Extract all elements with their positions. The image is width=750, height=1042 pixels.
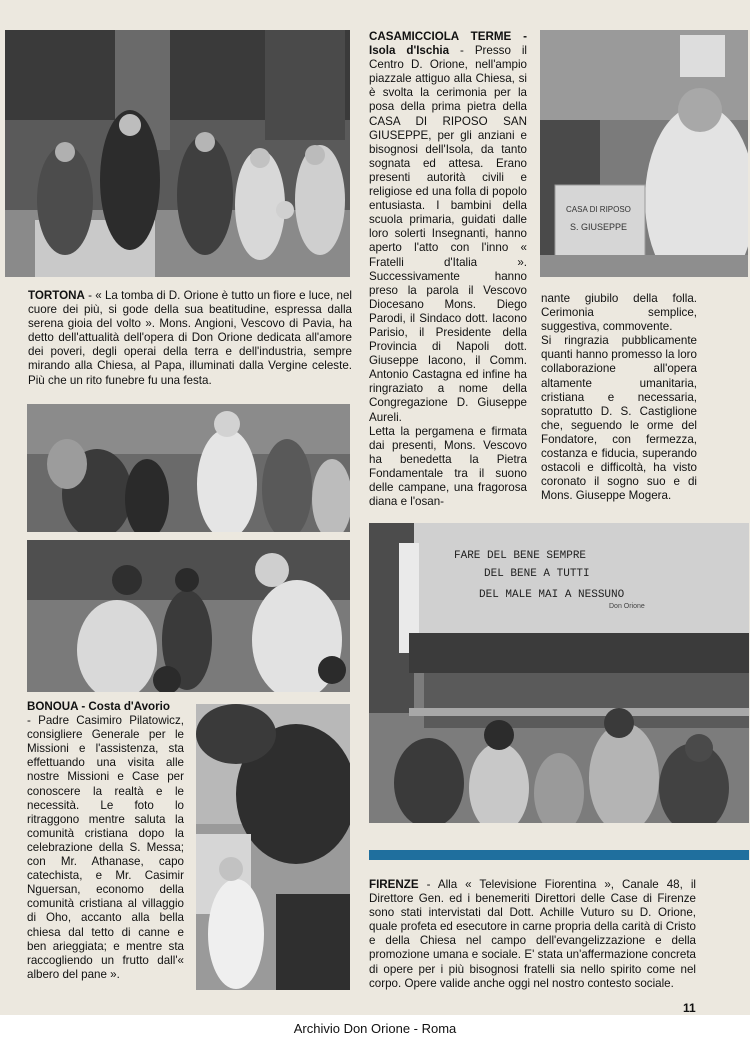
- tortona-place: TORTONA: [28, 289, 85, 302]
- tortona-body: - « La tomba di D. Orione è tutto un fiore e luce, nel cuore dei più, si gode della sua beatitudine, espressa dalla serena gioia del volto ». Mons. Angioni, Vescovo di Pavia, ha detto dell'attualità dell'opera di Don Orione dedicata all'amore dei poveri, degli operai della terra e dell'industria, sempre mirando alla Chiesa, al Papa, illuminati dalla Vergine celeste. Più che un rito funebre fu una festa.: [28, 289, 352, 387]
- firenze-place: FIRENZE: [369, 878, 419, 891]
- casamicciola-article-col1: [369, 30, 527, 509]
- firenze-body: - Alla « Televisione Fiorentina », Canale 48, il Direttore Gen. ed i benemeriti Direttori delle Case di Firenze sono stati intervistati dal Dott. Achille Vuturo su D. Orione, quale profeta ed esecutore in carne propria della carità di Cristo e della Chiesa nel campo dell'evangelizzazione e della promozione umana e sociale. E' stata un'affermazione concreta di opere per i più bisognosi fratelli sia nello spirito come nel corpo. Opere valide anche oggi nel nostro contesto sociale.: [369, 878, 696, 990]
- casamicciola-article-col2: [541, 292, 697, 503]
- casamicciola-col1b-text: Letta la pergamena e firmata dai presenti, Mons. Vescovo ha benedetta la Pietra Fondamentale tra il suono delle campane, una fragorosa diana e l'osan-: [369, 424, 527, 509]
- banner-sign: Don Orione: [609, 603, 645, 610]
- bonoua-place: BONOUA - Costa d'Avorio: [27, 700, 170, 713]
- banner-line1: FARE DEL BENE SEMPRE: [454, 550, 587, 562]
- tortona-article: [28, 289, 352, 388]
- firenze-article: [369, 878, 696, 991]
- casamicciola-place: CASAMICCIOLA TERME - Isola d'Ischia: [369, 30, 527, 58]
- casamicciola-col1-text: - Presso il Centro D. Orione, nell'ampio piazzale attiguo alla Chiesa, si è svolta la cerimonia per la posa della prima pietra della CASA DI RIPOSO SAN GIUSEPPE, per gli anziani e bisognosi dell'Isola, da tanto sognata ed attesa. Erano presenti autorità civili e religiose ed una folla di popolo entusiasta. I bambini della scuola primaria, guidati dalle loro solerti Insegnanti, hanno aperto l'atto con l'inno « Fratelli d'Italia ». Successivamente hanno preso la parola il Vescovo Diocesano Mons. Diego Parodi, il Sindaco dott. Iacono Parisio, il Presidente della Provincia di Napoli dott. Giuseppe Iacono, il Comm. Antonio Castagna ed infine ha ringraziato a nome della Congregazione D. Giuseppe Aureli.: [369, 44, 527, 424]
- photo-bonoua-greeting-2: [27, 540, 350, 692]
- page-number: 11: [683, 1001, 696, 1015]
- photo-bread-tree: [196, 704, 350, 990]
- casamicciola-col2a-text: nante giubilo della folla. Cerimonia semplice, suggestiva, commovente.: [541, 292, 697, 334]
- bonoua-body: - Padre Casimiro Pilatowicz, consigliere Generale per le Missioni e l'assistenza, sta effettuando una visita alle nostre Missioni e Case per conoscere la realtà e le necessità. Le foto lo ritraggono mentre saluta la comunità cristiana dopo la celebrazione della S. Messa; con Mr. Athanase, capo catechista, e Mr. Casimir Nguersan, economo della comunità cristiana al villaggio di Oho, accanto alla bella chiesa dal tetto di canne e ben arieggiata; e mentre sta raccogliendo un frutto dall'« albero del pane ».: [27, 714, 184, 981]
- photo-firenze-stage: [369, 523, 749, 823]
- bonoua-article: [27, 700, 184, 982]
- banner-line2: DEL BENE A TUTTI: [484, 568, 590, 580]
- stone-line1: CASA DI RIPOSO: [566, 205, 631, 214]
- photo-foundation-stone: [540, 30, 748, 277]
- archive-footer: Archivio Don Orione - Roma: [0, 1015, 750, 1042]
- casamicciola-col2b-text: Si ringrazia pubblicamente quanti hanno promesso la loro collaborazione all'opera altamente umanitaria, cristiana e necessaria, sopratutto D. S. Castiglione che, seguendo le orme del Fondatore, con fermezza, costanza e fiducia, superando ostacoli e difficoltà, ha visto coronato il sogno suo e di Mons. Giuseppe Mogera.: [541, 334, 697, 503]
- section-divider-bar: [369, 850, 749, 860]
- photo-tortona-ceremony: [5, 30, 350, 277]
- banner-line3: DEL MALE MAI A NESSUNO: [479, 589, 625, 601]
- photo-bonoua-greeting-1: [27, 404, 350, 532]
- stone-line2: S. GIUSEPPE: [570, 222, 628, 232]
